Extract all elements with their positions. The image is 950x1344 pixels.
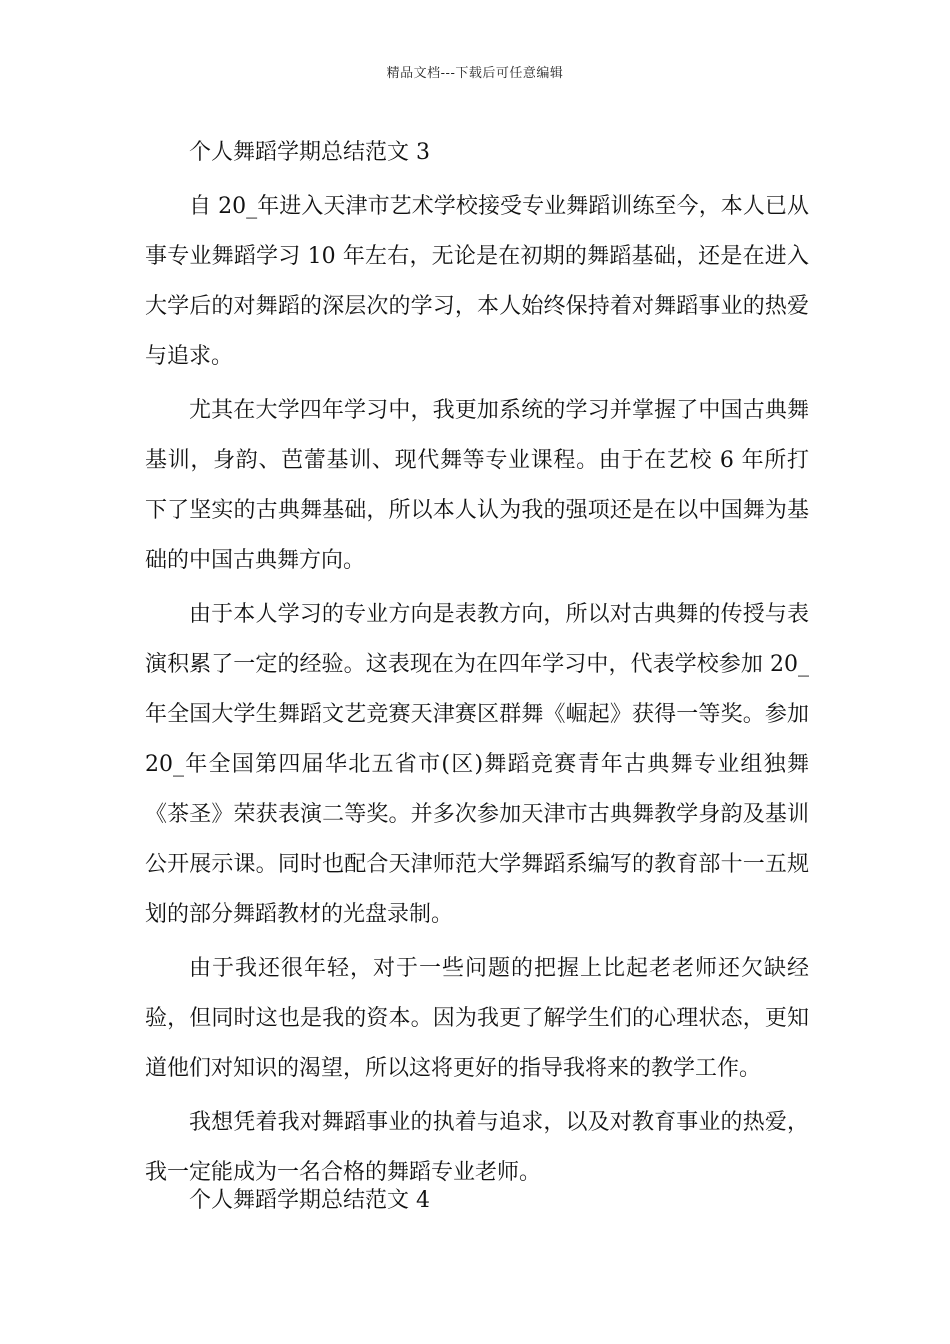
document-body <box>145 128 809 1198</box>
paragraph-4: 由于我还很年轻，对于一些问题的把握上比起老老师还欠缺经验，但同时这也是我的资本。因为我更了解学生们的心理状态，更知道他们对知识的渴望，所以这将更好的指导我将来的教学工作。 <box>145 956 809 1081</box>
page-header: 精品文档---下载后可任意编辑 <box>386 66 564 81</box>
paragraph-1: 自 20_年进入天津市艺术学校接受专业舞蹈训练至今，本人已从事专业舞蹈学习 10 年左右，无论是在初期的舞蹈基础，还是在进入大学后的对舞蹈的深层次的学习，本人始终保持着对舞蹈事业的热爱与追求。 <box>145 194 809 369</box>
paragraph-2: 尤其在大学四年学习中，我更加系统的学习并掌握了中国古典舞基训，身韵、芭蕾基训、现代舞等专业课程。由于在艺校 6 年所打下了坚实的古典舞基础，所以本人认为我的强项还是在以中国舞为基础的中国古典舞方向。 <box>145 398 809 573</box>
paragraph-5: 我想凭着我对舞蹈事业的执着与追求，以及对教育事业的热爱，我一定能成为一名合格的舞蹈专业老师。 <box>145 1110 809 1185</box>
paragraph-3: 由于本人学习的专业方向是表教方向，所以对古典舞的传授与表演积累了一定的经验。这表现在为在四年学习中，代表学校参加 20_年全国大学生舞蹈文艺竞赛天津赛区群舞《崛起》获得一等奖。参加 20_年全国第四届华北五省市(区)舞蹈竞赛青年古典舞专业组独舞《茶圣》荣获表演二等奖。并多次参加天津市古典舞教学身韵及基训公开展示课。同时也配合天津师范大学舞蹈系编写的教育部十一五规划的部分舞蹈教材的光盘录制。 <box>145 602 809 927</box>
section-title-4: 个人舞蹈学期总结范文 4 <box>189 1188 430 1213</box>
section-title-3: 个人舞蹈学期总结范文 3 <box>189 140 430 165</box>
